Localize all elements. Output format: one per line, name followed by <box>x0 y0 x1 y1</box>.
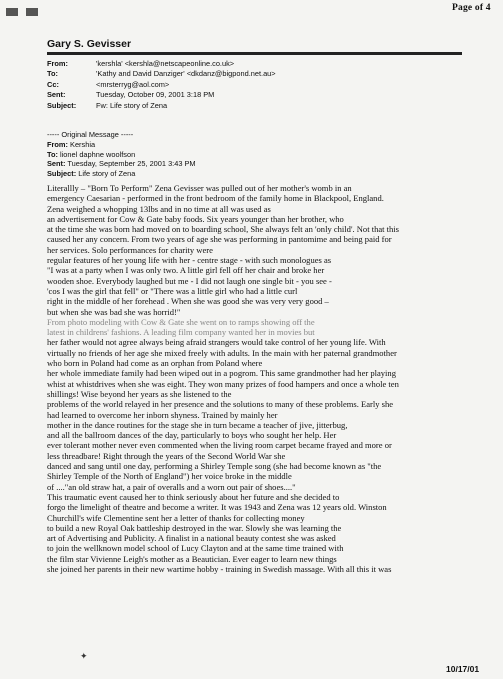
header-value: Fw: Life story of Zena <box>96 100 168 110</box>
orig-from: From: Kershia <box>47 139 96 149</box>
body-line: mother in the dance routines for the stage she in turn became a teacher of jive, jitterbug, <box>47 419 348 430</box>
body-line: to join the wellknown model school of Lucy Clayton and at the same time trained with <box>47 543 344 554</box>
body-line: who born in Poland had come as an orphan from Poland where <box>47 358 263 369</box>
header-label: Sent: <box>47 90 66 100</box>
body-line: her father would not agree always being afraid strangers would take control of her young life. With <box>47 337 386 348</box>
body-line: her whole immediate family had been wiped out in a pogrom. This same grandmother had her playing <box>47 368 396 379</box>
footer-date: 10/17/01 <box>446 664 480 674</box>
body-line: to build a new Royal Oak battleship destroyed in the war. Slowly she was learning the <box>47 522 342 533</box>
author-name: Gary S. Gevisser <box>47 38 132 50</box>
scan-mark-icon: ✦ <box>80 651 88 661</box>
body-line: art of Advertising and Publicity. A finalist in a national beauty contest she was asked <box>47 533 336 544</box>
body-line: an advertisement for Cow & Gate baby foods. Six years younger than her brother, who <box>47 213 344 224</box>
body-line: of ...."an old straw hat, a pair of overalls and a worn out pair of shoes...." <box>47 481 296 492</box>
body-line: Shirley Temple of the North of England") her voice broke in the middle <box>47 471 292 482</box>
header-value: <mrsterryg@aol.com> <box>96 79 170 89</box>
message-body <box>47 183 495 574</box>
header-value: 'kershla' <kershla@netscapeonline.co.uk> <box>96 59 235 68</box>
orig-sent: Sent: Tuesday, September 25, 2001 3:43 PM <box>47 159 196 169</box>
header-label: Subject: <box>47 100 77 110</box>
body-line: problems of the world relayed in her presence and the solutions to many of these problems. Early she <box>47 399 394 410</box>
page-header: Page of 4 <box>452 3 491 13</box>
body-line: From photo modeling with Cow & Gate she went on to ramps showing off the <box>47 316 315 327</box>
body-line: her services. Solo performances for charity were <box>47 244 213 255</box>
body-line: wooden shoe. Everybody laughed but me - I did not laugh one single bit - you see - <box>47 275 332 286</box>
body-line: This traumatic event caused her to think seriously about her future and she decided to <box>47 491 340 502</box>
header-label: From: <box>47 59 68 68</box>
email-header <box>47 59 276 111</box>
body-line: but when she was bad she was horrid!" <box>47 306 181 317</box>
header-rule <box>47 52 462 55</box>
body-line: had learned to overcome her inborn shyness. Trained by mainly her <box>47 409 278 420</box>
body-line: emergency Caesarian - performed in the front bedroom of the family home in Blackpool, England. <box>47 193 384 204</box>
header-label: To: <box>47 69 58 79</box>
body-line: Zena weighed a whopping 13lbs and in no time at all was used as <box>47 203 271 214</box>
original-message <box>47 130 196 179</box>
header-value: Tuesday, October 09, 2001 3:18 PM <box>96 90 215 100</box>
body-line: she joined her parents in their new wartime hobby - training in Swedish massage. With all this it was <box>47 563 392 574</box>
header-cc <box>47 80 276 90</box>
header-subject <box>47 101 276 111</box>
header-from <box>47 59 276 69</box>
body-line: less threadbare! Right through the years of the Second World War she <box>47 450 286 461</box>
body-line: Literallly – "Born To Perform" Zena Gevisser was pulled out of her mother's womb in an <box>47 183 352 193</box>
print-icon <box>6 8 18 16</box>
body-line: forgo the limelight of theatre and become a writer. It was 1943 and Zena was 12 years old. Winston <box>47 502 387 513</box>
body-line: regular features of her young life with her - centre stage - with such monologues as <box>47 255 332 266</box>
body-line: 'cos I was the girl that fell" or "There was a little girl who had a little curl <box>47 285 298 296</box>
body-line: the film star Vivienne Leigh's mother as a Beautician. Ever eager to learn new things <box>47 553 337 564</box>
header-sent <box>47 90 276 100</box>
body-line: shillings! Wise beyond her years as she listened to the <box>47 388 232 399</box>
header-to <box>47 69 276 79</box>
body-line: Churchill's wife Clementine sent her a letter of thanks for collecting money <box>47 512 305 523</box>
body-line: danced and sang until one day, performing a Shirley Temple song (she had become known as "the <box>47 461 382 472</box>
toolbar-icons <box>6 3 46 21</box>
body-line: latest in childrens' fashions. A leading film company wanted her in movies but <box>47 327 315 338</box>
body-line: at the time she was born had moved on to boarding school, She always felt an 'only child'. Not that this <box>47 224 400 235</box>
body-line: caused her any concern. From two years of age she was performing in pantomime and being paid for <box>47 234 392 245</box>
orig-subject: Subject: Life story of Zena <box>47 169 136 179</box>
body-line: ever tolerant mother never even commented when the living room carpet became frayed and more or <box>47 440 392 451</box>
body-line: right in the middle of her forehead . When she was good she was very very good – <box>47 296 329 307</box>
body-line: "I was at a party when I was only two. A little girl fell off her chair and broke her <box>47 265 325 276</box>
header-label: Cc: <box>47 79 59 89</box>
body-line: whist at whistdrives when she was eight. They won many prizes of food hampers and once a whole ten <box>47 378 399 389</box>
page-icon <box>26 8 38 16</box>
original-message-heading: ----- Original Message ----- <box>47 130 134 139</box>
orig-to: To: lionel daphne woolfson <box>47 149 136 159</box>
body-line: and all the ballroom dances of the day, particularly to boys who sought her help. Her <box>47 430 337 441</box>
body-line: virtually no friends of her age she mixed freely with adults. In the main with her paternal grandmother <box>47 347 397 358</box>
header-value: 'Kathy and David Danziger' <dkdanz@bigpond.net.au> <box>96 69 276 79</box>
